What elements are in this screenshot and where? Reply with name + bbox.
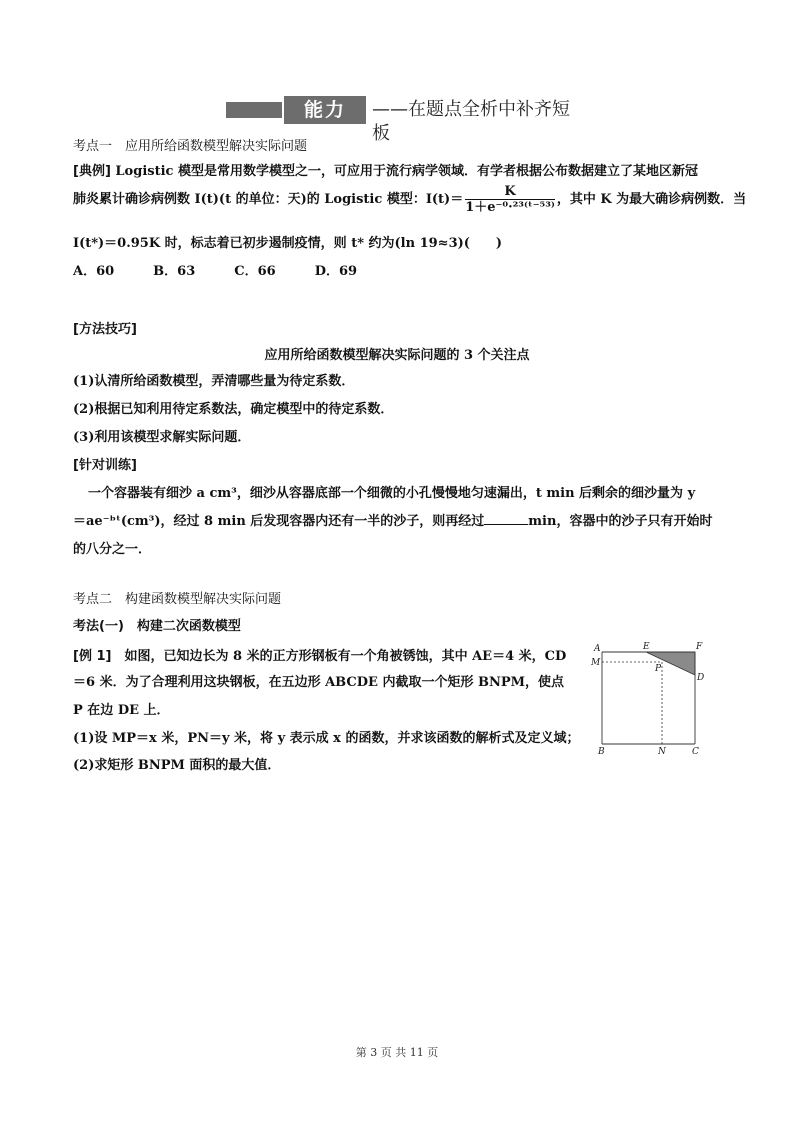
page-footer: 第 3 页 共 11 页 <box>355 1046 439 1059</box>
drill-line-1: 一个容器装有细沙 a cm³，细沙从容器底部一个细微的小孔慢慢地匀速漏出，t min 后剩余的细沙量为 y <box>88 486 696 501</box>
label-E: E <box>643 642 650 652</box>
example1-text-1: 如图，已知边长为 8 米的正方形钢板有一个角被锈蚀，其中 AE＝4 米，CD <box>111 649 567 664</box>
header-tag: 能力 <box>284 96 366 124</box>
method-heading: 应用所给函数模型解决实际问题的 3 个关注点 <box>264 348 530 363</box>
drill-tag: [针对训练] <box>73 458 137 473</box>
example-options: A．60 B．63 C．66 D．69 <box>73 264 358 279</box>
label-C: C <box>692 747 699 757</box>
example-text-2b: ，其中 K 为最大确诊病例数．当 <box>556 192 747 207</box>
example1-tag: [例 1] <box>73 649 112 664</box>
method-tag: [方法技巧] <box>73 322 137 337</box>
label-A: A <box>594 644 601 654</box>
example1-line-2: ＝6 米．为了合理利用这块钢板，在五边形 ABCDE 内截取一个矩形 BNPM，使点 <box>73 675 565 690</box>
header-subtitle: ——在题点全析中补齐短板 <box>372 99 570 144</box>
label-B: B <box>598 747 605 757</box>
question-1: (1)设 MP＝x 米，PN＝y 米，将 y 表示成 x 的函数，并求该函数的解析式及定义域； <box>73 731 580 746</box>
fraction-numerator: K <box>465 184 555 200</box>
drill-line-2 <box>73 510 712 529</box>
header-bar <box>226 102 282 118</box>
method-point-2: (2)根据已知利用待定系数法，确定模型中的待定系数． <box>73 402 394 417</box>
drill-text-2a: ＝ae⁻ᵇᵗ(cm³)，经过 8 min 后发现容器内还有一半的沙子，则再经过 <box>73 514 485 529</box>
label-P: P <box>655 664 662 674</box>
example-line-2 <box>73 184 746 216</box>
section-header <box>226 96 586 144</box>
label-M: M <box>591 658 601 668</box>
square-plate-figure <box>586 638 716 758</box>
drill-text-2b: min，容器中的沙子只有开始时 <box>528 514 713 529</box>
method-point-3: (3)利用该模型求解实际问题． <box>73 430 251 445</box>
example-text-1: Logistic 模型是常用数学模型之一，可应用于流行病学领域．有学者根据公布数据建立了某地区新冠 <box>110 164 698 179</box>
example1-line-3: P 在边 DE 上． <box>73 703 170 718</box>
drill-line-3: 的八分之一． <box>73 542 152 557</box>
label-F: F <box>696 642 703 652</box>
example-line-3: I(t*)＝0.95K 时，标志着已初步遏制疫情，则 t* 约为(ln 19≈3)( ) <box>73 236 503 251</box>
question-2: (2)求矩形 BNPM 面积的最大值． <box>73 758 281 773</box>
label-N: N <box>658 747 666 757</box>
method-1-title: 考法(一) 构建二次函数模型 <box>73 619 241 634</box>
example1-line-1 <box>73 645 566 664</box>
logistic-fraction <box>465 184 555 215</box>
example-text-2a: 肺炎累计确诊病例数 I(t)(t 的单位：天)的 Logistic 模型：I(t)＝ <box>73 192 464 207</box>
label-D: D <box>697 673 705 683</box>
example-tag: [典例] <box>73 164 111 179</box>
example-line-1 <box>73 160 698 179</box>
section1-title: 考点一 应用所给函数模型解决实际问题 <box>73 139 308 154</box>
corroded-region <box>646 652 695 675</box>
fraction-denominator: 1＋e⁻⁰·²³⁽ᵗ⁻⁵³⁾ <box>465 200 555 215</box>
answer-blank[interactable] <box>484 512 528 525</box>
method-point-1: (1)认清所给函数模型，弄清哪些量为待定系数． <box>73 374 355 389</box>
section2-title: 考点二 构建函数模型解决实际问题 <box>73 592 282 607</box>
